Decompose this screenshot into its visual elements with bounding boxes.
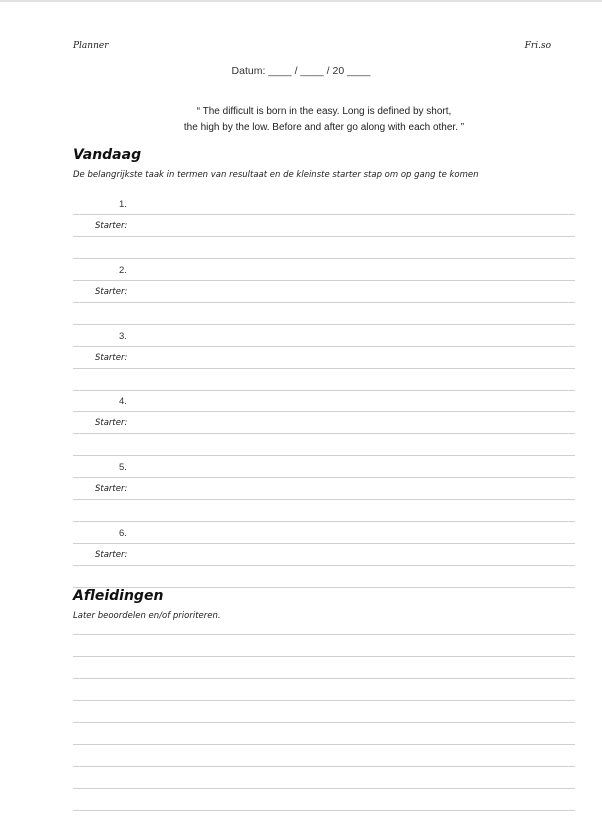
spacer-line[interactable] — [73, 324, 575, 325]
distraction-line[interactable] — [73, 656, 575, 657]
distraction-line[interactable] — [73, 766, 575, 767]
starter-label: Starter: — [95, 286, 128, 297]
task-line[interactable] — [73, 477, 575, 478]
distraction-line[interactable] — [73, 722, 575, 723]
distractions-title: Afleidingen — [73, 588, 164, 604]
today-title: Vandaag — [73, 147, 142, 163]
task-line[interactable] — [73, 214, 575, 215]
starter-line[interactable] — [73, 302, 575, 303]
task-number: 4. — [119, 396, 127, 408]
distraction-line[interactable] — [73, 744, 575, 745]
starter-label: Starter: — [95, 550, 128, 560]
starter-label: Starter: — [95, 484, 128, 495]
task-number: 3. — [119, 330, 127, 342]
task-number: 2. — [119, 264, 127, 276]
distractions-subtitle: Later beoordelen en/of prioriteren. — [73, 611, 221, 621]
distraction-line[interactable] — [73, 678, 575, 679]
task-line[interactable] — [73, 411, 575, 412]
starter-line[interactable] — [73, 499, 575, 500]
starter-label: Starter: — [95, 221, 128, 231]
starter-line[interactable] — [73, 368, 575, 369]
quote-block — [0, 104, 602, 136]
distraction-line[interactable] — [73, 700, 575, 701]
page-top-border — [0, 0, 602, 2]
date-line: Datum: ____ / ____ / 20 ____ — [231, 65, 371, 77]
distraction-line[interactable] — [73, 810, 575, 811]
task-line[interactable] — [73, 346, 575, 347]
task-number: 6. — [119, 528, 127, 539]
spacer-line[interactable] — [73, 258, 575, 259]
starter-line[interactable] — [73, 236, 575, 237]
distraction-line[interactable] — [73, 634, 575, 635]
spacer-line[interactable] — [73, 521, 575, 522]
spacer-line[interactable] — [73, 390, 575, 391]
quote-line-1: “ The difficult is born in the easy. Long is defined by short, — [196, 106, 452, 117]
starter-line[interactable] — [73, 565, 575, 566]
distraction-line[interactable] — [73, 788, 575, 789]
today-subtitle: De belangrijkste taak in termen van resultaat en de kleinste starter stap om op gang te komen — [73, 170, 479, 180]
brand-label: Fri.so — [524, 41, 551, 51]
quote-line-2: the high by the low. Before and after go along with each other. ” — [183, 122, 465, 133]
starter-label: Starter: — [95, 418, 128, 429]
task-line[interactable] — [73, 280, 575, 281]
task-line[interactable] — [73, 543, 575, 544]
planner-label: Planner — [73, 41, 109, 51]
task-number: 5. — [119, 462, 127, 474]
spacer-line[interactable] — [73, 455, 575, 456]
task-number: 1. — [119, 199, 127, 210]
starter-line[interactable] — [73, 433, 575, 434]
starter-label: Starter: — [95, 352, 128, 363]
